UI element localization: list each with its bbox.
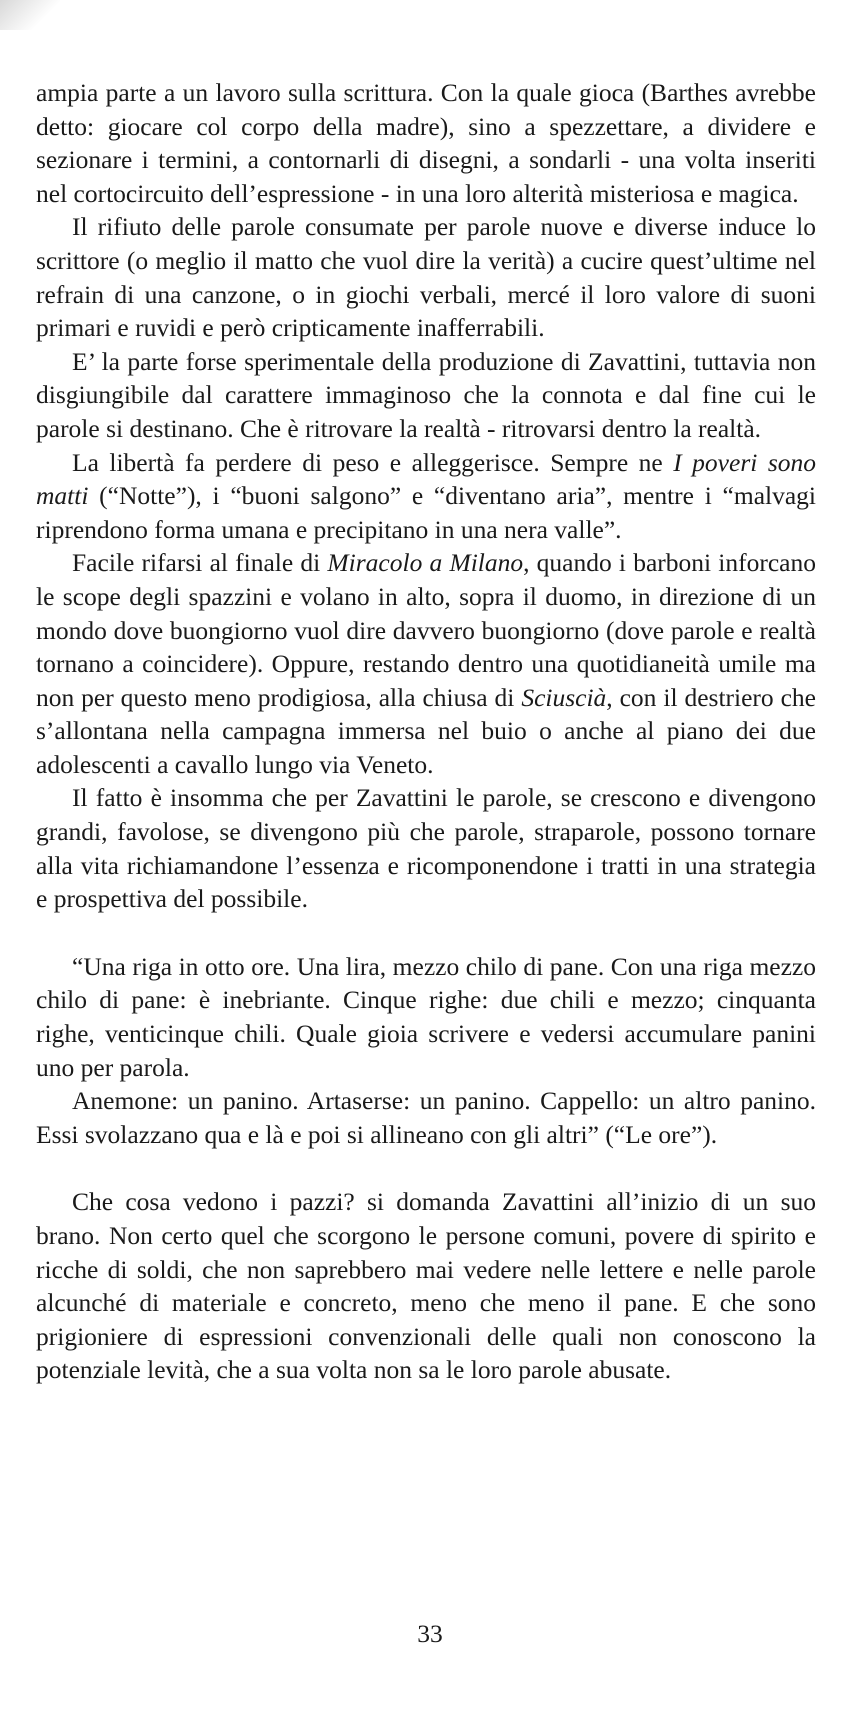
paragraph [36,781,816,915]
scan-corner-shadow [0,0,60,30]
text-run: , quando i barboni inforcano le scope degli spazzini e volano in alto, sopra il duomo, in direzione di un mondo dove buongiorno vuol dire davvero buongiorno (dove parole e realtà tornano a coincidere). Oppure, restando dentro una quotidianeità umile ma non per questo meno prodigiosa, alla chiusa di [36,548,816,712]
text-run: Il rifiuto delle parole consumate per parole nuove e diverse induce lo scrittore (o meglio il matto che vuol dire la verità) a cucire quest’ultime nel refrain di una canzone, o in giochi verbali, mercé il loro valore di suoni primari e ruvidi e però cripticamente inafferrabili. [36,212,816,343]
italic-title: Sciuscià [521,682,607,712]
text-run: Il fatto è insomma che per Zavattini le parole, se crescono e divengono grandi, favolose, se divengono più che parole, straparole, possono tornare alla vita richiamandone l’essenza e ricomponendone i tratti in una strategia e prospettiva del possibile. [36,783,816,914]
text-run: ampia parte a un lavoro sulla scrittura. Con la quale gioca (Barthes avrebbe detto: giocare col corpo della madre), sino a spezzettare, a dividere e sezionare i termini, a contornarli di disegni, a sondarli - una volta inseriti nel cortocircuito dell’espressione - in una loro alterità misteriosa e magica. [36,78,816,208]
text-run: , con il destriero che s’allontana nella campagna immersa nel buio o anche al piano dei due adolescenti a cavallo lungo via Veneto. [36,682,816,779]
paragraph [36,1185,816,1387]
paragraph [36,345,816,446]
paragraph [36,546,816,781]
text-run: Che cosa vedono i pazzi? si domanda Zavattini all’inizio di un suo brano. Non certo quel che scorgono le persone comuni, povere di spirito e ricche di soldi, che non saprebbero mai vedere nelle lettere e nelle parole alcunché di materiale e concreto, meno che meno il pane. E che sono prigioniere di espressioni convenzionali delle quali non conoscono la potenziale levità, che a sua volta non sa le loro parole abusate. [36,1187,816,1385]
text-run: Anemone: un panino. Artaserse: un panino. Cappello: un altro panino. Essi svolazzano qua e là e poi si allineano con gli altri” (“Le ore”). [36,1086,816,1149]
text-run: E’ la parte forse sperimentale della produzione di Zavattini, tuttavia non disgiungibile dal carattere immaginoso che la connota e dal fine cui le parole si destinano. Che è ritrovare la realtà - ritrovarsi dentro la realtà. [36,346,816,443]
page-body [36,76,816,1387]
paragraph [36,76,816,210]
italic-title: I poveri sono matti [36,447,816,511]
italic-title: Miracolo a Milano [327,548,524,578]
paragraph [36,446,816,547]
paragraph [36,210,816,344]
text-run: “Una riga in otto ore. Una lira, mezzo chilo di pane. Con una riga mezzo chilo di pane: è inebriante. Cinque righe: due chili e mezzo; cinquanta righe, venticinque chili. Quale gioia scrivere e vedersi accumulare panini uno per parola. [36,951,816,1082]
section-break [36,1151,816,1185]
text-run: (“Notte”), i “buoni salgono” e “diventano aria”, mentre i “malvagi riprendono forma umana e precipitano in una nera valle”. [36,481,816,544]
text-run: La libertà fa perdere di peso e alleggerisce. Sempre ne [72,447,674,477]
paragraph [36,950,816,1084]
paragraph [36,1084,816,1151]
section-break [36,916,816,950]
text-run: Facile rifarsi al finale di [72,548,328,578]
page-number: 33 [417,1619,443,1648]
